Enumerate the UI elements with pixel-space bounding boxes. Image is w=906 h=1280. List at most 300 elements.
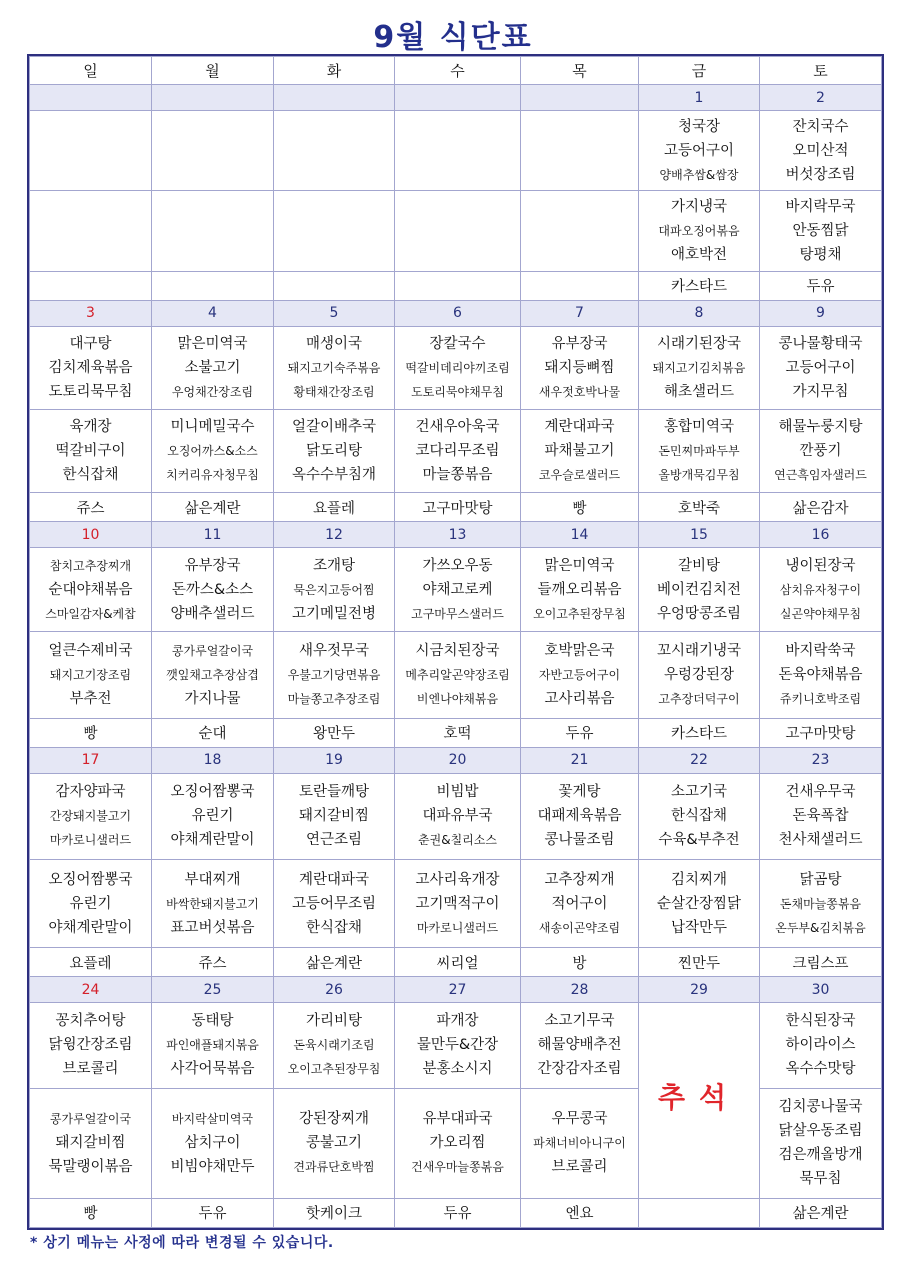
menu-item: 돈육폭찹 <box>792 808 849 825</box>
menu-item: 브로콜리 <box>551 1159 608 1176</box>
lunch-cell <box>274 773 395 859</box>
menu-item: 브로콜리 <box>62 1061 119 1078</box>
snack-cell <box>521 271 639 300</box>
lunch-cell <box>274 548 395 632</box>
menu-item: 돈육야채볶음 <box>778 667 863 683</box>
date-cell: 15 <box>639 522 760 548</box>
menu-item: 가리비탕 <box>305 1013 363 1030</box>
lunch-cell <box>521 773 639 859</box>
dinner-cell <box>639 859 760 947</box>
menu-item: 한식잡채 <box>670 808 728 825</box>
menu-item: 매생이국 <box>305 335 363 352</box>
menu-item: 유부장국 <box>184 557 241 574</box>
menu-item: 돈까스&소스 <box>171 581 254 598</box>
menu-item: 표고버섯볶음 <box>170 919 255 936</box>
menu-item: 고기메밀전병 <box>291 605 377 622</box>
menu-item: 돼지갈비찜 <box>298 808 370 825</box>
menu-item: 자반고등어구이 <box>538 668 621 682</box>
date-row <box>30 85 882 111</box>
menu-item: 동태탕 <box>191 1013 234 1030</box>
page-title: 9월 식단표 <box>373 20 533 55</box>
menu-item: 파인애플돼지볶음 <box>166 1038 259 1053</box>
date-cell <box>395 85 521 111</box>
menu-item: 계란대파국 <box>544 418 615 435</box>
menu-item: 소불고기 <box>184 359 241 376</box>
dinner-cell <box>152 632 274 718</box>
menu-item: 장칼국수 <box>429 335 486 352</box>
lunch-cell <box>395 548 521 632</box>
menu-item: 돈채마늘쫑볶음 <box>779 896 862 911</box>
date-cell: 11 <box>152 522 274 548</box>
menu-item: 묵말랭이볶음 <box>48 1159 133 1176</box>
dinner-cell <box>274 859 395 947</box>
lunch-cell <box>760 773 882 859</box>
date-cell: 5 <box>274 300 395 326</box>
menu-item: 잔치국수 <box>792 118 849 135</box>
menu-item: 꽃게탕 <box>558 784 601 801</box>
snack-cell: 요플레 <box>30 948 152 977</box>
dinner-row <box>30 409 882 492</box>
lunch-cell <box>395 1003 521 1088</box>
menu-item: 견과류단호박찜 <box>293 1160 375 1175</box>
menu-item: 고사리볶음 <box>544 691 615 707</box>
weekday-header-row <box>30 57 882 85</box>
menu-item: 소고기국 <box>670 784 728 801</box>
menu-item: 우불고기당면볶음 <box>287 668 381 682</box>
menu-item: 강된장찌개 <box>298 1111 370 1128</box>
menu-item: 한식잡채 <box>62 466 119 483</box>
dinner-cell <box>760 409 882 492</box>
dinner-cell <box>395 1088 521 1198</box>
menu-item: 홍합미역국 <box>663 418 735 435</box>
menu-item: 우무콩국 <box>551 1111 608 1128</box>
menu-item: 소고기무국 <box>544 1013 615 1030</box>
dinner-cell <box>760 632 882 718</box>
menu-item: 꽁치추어탕 <box>55 1013 126 1030</box>
date-row <box>30 300 882 326</box>
weekday-header-wed: 수 <box>395 57 521 85</box>
menu-item: 도토리묵무침 <box>48 383 133 400</box>
date-cell: 14 <box>521 522 639 548</box>
snack-cell: 삶은계란 <box>760 1198 882 1227</box>
menu-item: 조개탕 <box>312 557 356 574</box>
lunch-cell <box>274 326 395 409</box>
lunch-cell <box>152 326 274 409</box>
snack-cell: 삶은계란 <box>274 948 395 977</box>
menu-item: 가쓰오우동 <box>422 557 493 574</box>
menu-item: 얼큰수제비국 <box>48 643 133 659</box>
menu-item: 콩가루얼갈이국 <box>49 1112 132 1127</box>
snack-cell: 크림스프 <box>760 948 882 977</box>
lunch-cell <box>30 548 152 632</box>
menu-item: 얼갈이배추국 <box>291 418 377 435</box>
menu-item: 유린기 <box>191 808 234 825</box>
menu-item: 계란대파국 <box>298 871 370 888</box>
lunch-row <box>30 548 882 632</box>
menu-item: 파채불고기 <box>544 442 615 459</box>
menu-item: 돼지고기장조림 <box>49 668 132 682</box>
menu-item: 수육&부추전 <box>658 832 740 849</box>
menu-item: 건새우아욱국 <box>415 418 500 435</box>
weekday-header-sat: 토 <box>760 57 882 85</box>
date-cell: 3 <box>30 300 152 326</box>
menu-item: 바지락살미역국 <box>171 1112 254 1127</box>
date-cell: 28 <box>521 977 639 1003</box>
menu-item: 깻잎채고추장삼겹 <box>166 668 259 682</box>
menu-item: 물만두&간장 <box>416 1037 499 1054</box>
menu-item: 가지무침 <box>792 383 849 400</box>
menu-item: 고추장찌개 <box>544 871 615 888</box>
menu-item: 간장감자조림 <box>537 1061 622 1078</box>
menu-item: 메추리알곤약장조림 <box>405 668 510 682</box>
lunch-cell <box>152 111 274 191</box>
menu-item: 검은깨올방개 <box>778 1147 863 1164</box>
menu-item: 도토리묵야채무침 <box>411 384 504 399</box>
lunch-cell <box>760 326 882 409</box>
menu-item: 안동찜닭 <box>792 222 849 239</box>
menu-item: 고구마무스샐러드 <box>411 606 504 621</box>
date-cell: 1 <box>639 85 760 111</box>
menu-item: 깐풍기 <box>799 442 842 459</box>
snack-cell: 쥬스 <box>152 948 274 977</box>
snack-cell: 엔요 <box>521 1198 639 1227</box>
snack-cell: 순대 <box>152 718 274 747</box>
menu-item: 연근흑임자샐러드 <box>774 467 867 482</box>
menu-item: 맑은미역국 <box>544 557 615 574</box>
menu-item: 비빔밥 <box>436 784 479 801</box>
dinner-cell <box>639 191 760 271</box>
menu-item: 올방개묵김무침 <box>658 467 740 482</box>
snack-cell: 핫케이크 <box>274 1198 395 1227</box>
lunch-row <box>30 326 882 409</box>
lunch-cell <box>639 773 760 859</box>
menu-item: 가오리찜 <box>429 1135 486 1152</box>
snack-cell: 빵 <box>521 493 639 522</box>
menu-item: 마카로니샐러드 <box>49 833 132 848</box>
menu-item: 시래기된장국 <box>656 335 742 352</box>
snack-cell: 두유 <box>395 1198 521 1227</box>
menu-item: 야채계란말이 <box>48 919 133 936</box>
menu-item: 돼지고기숙주볶음 <box>287 360 381 375</box>
menu-item: 비빔야채만두 <box>170 1159 255 1176</box>
dinner-cell <box>521 859 639 947</box>
lunch-cell <box>521 548 639 632</box>
dinner-cell <box>152 191 274 271</box>
snack-cell: 카스타드 <box>639 718 760 747</box>
menu-item: 탕평채 <box>799 246 842 263</box>
date-cell: 23 <box>760 747 882 773</box>
lunch-row <box>30 773 882 859</box>
menu-item: 코우슬로샐러드 <box>538 467 621 482</box>
dinner-cell <box>760 1088 882 1198</box>
menu-item: 치커리유자청무침 <box>166 467 259 482</box>
menu-item: 돼지고기김치볶음 <box>652 360 746 375</box>
menu-item: 애호박전 <box>670 246 728 263</box>
menu-item: 해물누룽지탕 <box>778 418 863 435</box>
menu-item: 호박맑은국 <box>544 643 615 659</box>
menu-item: 바싹한돼지불고기 <box>166 896 259 911</box>
lunch-cell <box>395 326 521 409</box>
lunch-cell <box>30 326 152 409</box>
menu-item: 순대야채볶음 <box>48 581 133 598</box>
menu-item: 하이라이스 <box>785 1037 856 1054</box>
menu-item: 고기맥적구이 <box>415 895 500 912</box>
menu-item: 바지락쑥국 <box>785 643 856 659</box>
menu-item: 삼치유자청구이 <box>779 582 862 597</box>
holiday-cell <box>639 1003 760 1198</box>
date-cell: 8 <box>639 300 760 326</box>
snack-cell: 쥬스 <box>30 493 152 522</box>
menu-item: 대구탕 <box>69 335 112 352</box>
dinner-row <box>30 632 882 718</box>
lunch-cell <box>521 326 639 409</box>
lunch-cell <box>152 1003 274 1088</box>
menu-item: 떡갈비데리야끼조림 <box>405 360 510 375</box>
snack-cell: 삶은감자 <box>760 493 882 522</box>
date-cell <box>274 85 395 111</box>
weekday-header-fri: 금 <box>639 57 760 85</box>
menu-item: 콩나물조림 <box>544 832 615 849</box>
menu-item: 우엉땅콩조림 <box>656 605 742 622</box>
menu-item: 비엔나야채볶음 <box>416 692 499 706</box>
menu-item: 마늘쫑볶음 <box>422 466 493 483</box>
dinner-cell <box>30 409 152 492</box>
dinner-cell <box>274 632 395 718</box>
snack-cell: 두유 <box>521 718 639 747</box>
menu-item: 실곤약야채무침 <box>779 606 862 621</box>
dinner-cell <box>760 191 882 271</box>
weekday-header-tue: 화 <box>274 57 395 85</box>
dinner-cell <box>30 632 152 718</box>
menu-item: 적어구이 <box>551 895 608 912</box>
date-cell: 16 <box>760 522 882 548</box>
menu-item: 천사채샐러드 <box>778 832 863 849</box>
lunch-cell <box>152 548 274 632</box>
menu-item: 건새우무국 <box>785 784 856 801</box>
snack-cell <box>639 1198 760 1227</box>
dinner-cell <box>521 632 639 718</box>
menu-item: 돈육시래기조림 <box>293 1038 375 1053</box>
menu-item: 유부대파국 <box>422 1111 493 1128</box>
snack-cell: 두유 <box>152 1198 274 1227</box>
lunch-row <box>30 111 882 191</box>
date-row <box>30 977 882 1003</box>
lunch-cell <box>30 111 152 191</box>
snack-row <box>30 948 882 977</box>
menu-item: 대파유부국 <box>422 808 493 825</box>
date-cell <box>521 85 639 111</box>
snack-cell: 방 <box>521 948 639 977</box>
date-cell: 21 <box>521 747 639 773</box>
lunch-cell <box>152 773 274 859</box>
menu-item: 들깨오리볶음 <box>537 581 622 598</box>
snack-cell: 왕만두 <box>274 718 395 747</box>
menu-item: 청국장 <box>677 118 721 135</box>
menu-item: 야채계란말이 <box>170 832 255 849</box>
menu-item: 오징어짬뽕국 <box>170 784 255 801</box>
date-cell: 26 <box>274 977 395 1003</box>
snack-cell: 요플레 <box>274 493 395 522</box>
date-cell: 7 <box>521 300 639 326</box>
menu-item: 스마일감자&케찹 <box>45 606 136 621</box>
menu-item: 파채너비아니구이 <box>533 1136 626 1151</box>
menu-item: 고등어무조림 <box>291 895 377 912</box>
menu-item: 닭살우동조림 <box>778 1123 863 1140</box>
lunch-cell <box>395 111 521 191</box>
weekday-header-mon: 월 <box>152 57 274 85</box>
menu-item: 간장돼지불고기 <box>49 809 132 824</box>
dinner-cell <box>152 409 274 492</box>
menu-item: 옥수수부침개 <box>291 466 377 483</box>
lunch-cell <box>760 111 882 191</box>
dinner-cell <box>395 632 521 718</box>
menu-item: 베이컨김치전 <box>656 581 742 598</box>
menu-item: 김치콩나물국 <box>778 1099 863 1116</box>
date-row <box>30 522 882 548</box>
lunch-cell <box>30 1003 152 1088</box>
snack-cell: 호박죽 <box>639 493 760 522</box>
menu-item: 김치찌개 <box>670 871 728 888</box>
menu-item: 닭윙간장조림 <box>48 1037 133 1054</box>
menu-item: 유부장국 <box>551 335 608 352</box>
date-cell: 27 <box>395 977 521 1003</box>
weekday-header-thu: 목 <box>521 57 639 85</box>
dinner-cell <box>274 1088 395 1198</box>
snack-cell <box>395 271 521 300</box>
footnote: * 상기 메뉴는 사정에 따라 변경될 수 있습니다. <box>30 1235 334 1251</box>
menu-item: 돈민찌마파두부 <box>658 443 740 458</box>
date-cell: 29 <box>639 977 760 1003</box>
menu-item: 새송이곤약조림 <box>538 920 621 935</box>
dinner-cell <box>274 191 395 271</box>
menu-item: 코다리무조림 <box>415 442 500 459</box>
menu-item: 콩나물황태국 <box>778 335 863 352</box>
date-cell: 25 <box>152 977 274 1003</box>
snack-row <box>30 493 882 522</box>
menu-item: 닭곰탕 <box>799 871 842 888</box>
date-cell: 24 <box>30 977 152 1003</box>
snack-cell: 빵 <box>30 1198 152 1227</box>
dinner-cell <box>395 409 521 492</box>
date-cell: 13 <box>395 522 521 548</box>
snack-cell: 삶은계란 <box>152 493 274 522</box>
menu-item: 콩가루얼갈이국 <box>171 644 254 658</box>
lunch-cell <box>274 1003 395 1088</box>
menu-item: 갈비탕 <box>677 557 721 574</box>
date-cell: 30 <box>760 977 882 1003</box>
holiday-label: 추석 <box>657 1081 741 1115</box>
menu-item: 오징어짬뽕국 <box>48 871 133 888</box>
date-cell <box>30 85 152 111</box>
menu-item: 마늘쫑고추장조림 <box>287 692 381 706</box>
date-cell: 20 <box>395 747 521 773</box>
menu-item: 온두부&김치볶음 <box>775 920 866 935</box>
menu-item: 떡갈비구이 <box>55 442 126 459</box>
menu-item: 새우젓호박나물 <box>538 384 621 399</box>
menu-item: 고사리육개장 <box>415 871 500 888</box>
menu-item: 꼬시래기냉국 <box>656 643 742 659</box>
menu-item: 사각어묵볶음 <box>170 1061 255 1078</box>
menu-item: 건새우마늘쫑볶음 <box>411 1160 504 1175</box>
menu-calendar-table <box>29 56 882 1228</box>
menu-item: 순살간장찜닭 <box>656 895 742 912</box>
menu-item: 해물양배추전 <box>537 1037 622 1054</box>
menu-item: 파개장 <box>436 1013 479 1030</box>
dinner-cell <box>521 191 639 271</box>
menu-item: 가지나물 <box>184 691 241 707</box>
lunch-cell <box>639 548 760 632</box>
menu-item: 김치제육볶음 <box>48 359 133 376</box>
menu-item: 맑은미역국 <box>177 335 248 352</box>
date-cell: 2 <box>760 85 882 111</box>
dinner-row <box>30 859 882 947</box>
menu-item: 옥수수맛탕 <box>785 1061 856 1078</box>
menu-item: 가지냉국 <box>670 198 728 215</box>
menu-item: 고추장더덕구이 <box>658 692 740 706</box>
menu-item: 부대찌개 <box>184 871 241 888</box>
menu-item: 해초샐러드 <box>663 383 735 400</box>
menu-item: 고등어구이 <box>663 142 735 159</box>
menu-item: 오이고추된장무침 <box>533 606 626 621</box>
menu-item: 양배추샐러드 <box>170 605 255 622</box>
menu-item: 감자양파국 <box>55 784 126 801</box>
date-cell: 18 <box>152 747 274 773</box>
lunch-row <box>30 1003 882 1088</box>
menu-item: 묵무침 <box>799 1171 842 1188</box>
dinner-cell <box>395 859 521 947</box>
dinner-cell <box>521 1088 639 1198</box>
menu-item: 바지락무국 <box>785 198 856 215</box>
snack-cell: 찐만두 <box>639 948 760 977</box>
menu-item: 분홍소시지 <box>422 1061 493 1078</box>
menu-item: 우렁강된장 <box>663 667 735 683</box>
menu-item: 새우젓무국 <box>298 643 370 659</box>
menu-item: 연근조림 <box>305 832 363 849</box>
dinner-cell <box>30 859 152 947</box>
snack-cell: 고구마맛탕 <box>760 718 882 747</box>
dinner-cell <box>639 409 760 492</box>
snack-cell: 빵 <box>30 718 152 747</box>
weekday-header-sun: 일 <box>30 57 152 85</box>
lunch-cell <box>639 111 760 191</box>
menu-item: 양배추쌈&쌈장 <box>659 167 739 182</box>
snack-row <box>30 271 882 300</box>
menu-item: 오이고추된장무침 <box>287 1062 381 1077</box>
menu-item: 한식잡채 <box>305 919 363 936</box>
lunch-cell <box>521 1003 639 1088</box>
menu-item: 돼지등뼈찜 <box>544 359 615 376</box>
menu-item: 마카로니샐러드 <box>416 920 499 935</box>
menu-item: 돼지갈비찜 <box>55 1135 126 1152</box>
lunch-cell <box>274 111 395 191</box>
menu-item: 한식된장국 <box>785 1013 856 1030</box>
menu-item: 묵은지고등어찜 <box>293 582 375 597</box>
menu-item: 황태채간장조림 <box>293 384 375 399</box>
snack-cell: 카스타드 <box>639 271 760 300</box>
menu-item: 콩불고기 <box>305 1135 363 1152</box>
date-cell <box>152 85 274 111</box>
date-cell: 10 <box>30 522 152 548</box>
menu-item: 유린기 <box>69 895 112 912</box>
snack-cell <box>274 271 395 300</box>
menu-item: 냉이된장국 <box>785 557 856 574</box>
snack-cell: 씨리얼 <box>395 948 521 977</box>
date-cell: 9 <box>760 300 882 326</box>
date-cell: 22 <box>639 747 760 773</box>
dinner-cell <box>152 1088 274 1198</box>
menu-item: 야채고로케 <box>422 581 493 598</box>
menu-item: 춘권&칠리소스 <box>418 833 497 848</box>
